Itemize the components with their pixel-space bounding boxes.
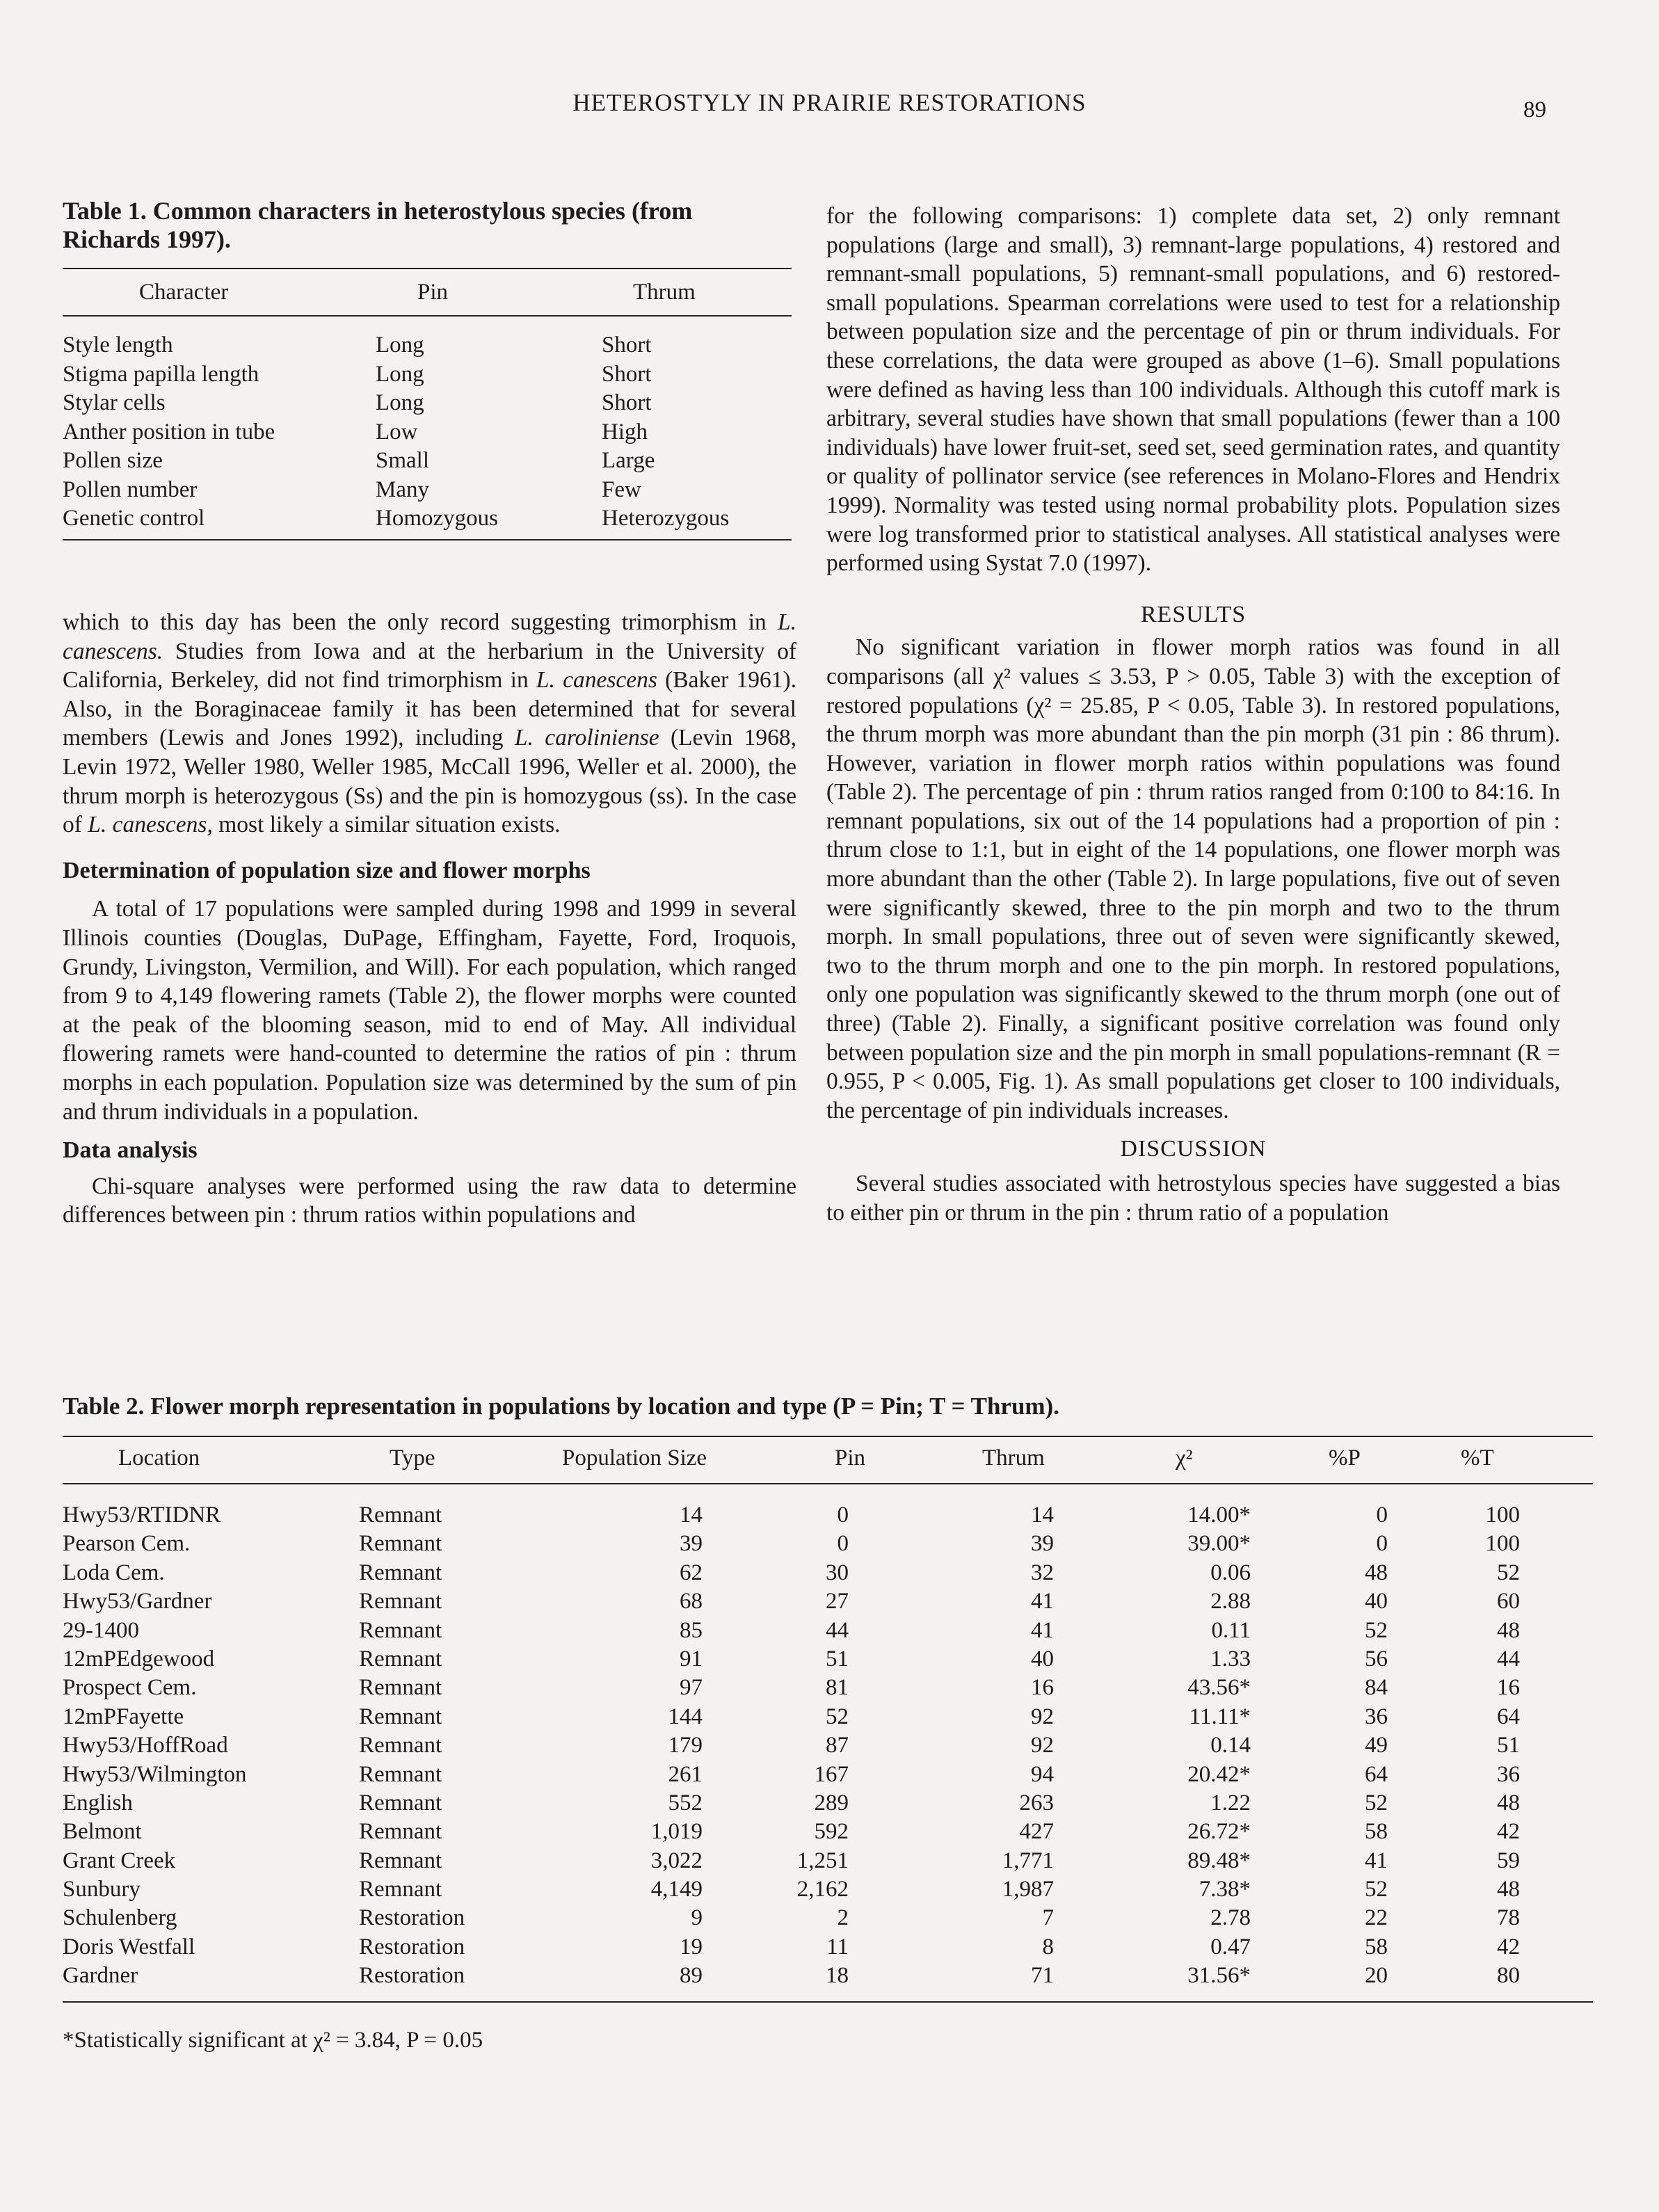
table2-cell-chi-square: 0.14 xyxy=(1210,1733,1251,1758)
table2-header-location: Location xyxy=(118,1445,200,1470)
table2-cell-chi-square: 1.33 xyxy=(1210,1646,1251,1672)
table2-header-percent-thrum: %T xyxy=(1461,1445,1494,1470)
table2-cell-type: Restoration xyxy=(359,1963,465,1989)
table2-cell-population-size: 39 xyxy=(680,1531,703,1557)
table2-cell-thrum: 7 xyxy=(1042,1905,1054,1931)
table2-cell-percent-thrum: 100 xyxy=(1485,1502,1520,1528)
table2-cell-location: English xyxy=(63,1790,133,1816)
table-row xyxy=(63,1617,1593,1645)
page-number: 89 xyxy=(1523,97,1546,122)
table2-cell-location: Gardner xyxy=(63,1963,138,1989)
table2-cell-population-size: 179 xyxy=(668,1733,703,1758)
table2-cell-type: Remnant xyxy=(359,1560,442,1585)
table1-body xyxy=(63,331,793,534)
section-heading-data-analysis: Data analysis xyxy=(63,1137,198,1164)
table1-top-rule xyxy=(63,268,792,269)
table-row xyxy=(63,1731,1593,1760)
section-heading-population: Determination of population size and flower morphs xyxy=(63,857,591,883)
table2-cell-location: Pearson Cem. xyxy=(63,1531,191,1557)
table-row xyxy=(63,1818,1593,1846)
table-row xyxy=(63,1904,1593,1932)
table2-header-rule xyxy=(63,1483,1593,1484)
table2-cell-percent-thrum: 42 xyxy=(1497,1934,1520,1959)
table-row xyxy=(63,1587,1593,1616)
table2-cell-percent-pin: 40 xyxy=(1365,1589,1388,1614)
table2-cell-location: Hwy53/Gardner xyxy=(63,1589,212,1614)
table2-cell-percent-pin: 36 xyxy=(1365,1704,1388,1729)
table2-cell-location: Loda Cem. xyxy=(63,1560,165,1585)
table2-cell-population-size: 261 xyxy=(668,1761,703,1787)
table2-cell-location: Belmont xyxy=(63,1819,142,1845)
table2-cell-percent-pin: 52 xyxy=(1365,1790,1388,1816)
table2-cell-percent-pin: 56 xyxy=(1365,1646,1388,1672)
running-title: HETEROSTYLY IN PRAIRIE RESTORATIONS xyxy=(572,89,1087,116)
table2-cell-percent-thrum: 64 xyxy=(1497,1704,1520,1729)
table2-cell-thrum: 92 xyxy=(1031,1704,1054,1729)
table2-cell-thrum: 8 xyxy=(1042,1934,1054,1959)
table2-cell-population-size: 97 xyxy=(680,1675,703,1701)
table2-cell-location: 12mPFayette xyxy=(63,1704,184,1729)
table2-cell-population-size: 3,022 xyxy=(650,1848,703,1873)
table2-cell-pin: 11 xyxy=(826,1934,849,1959)
table2-cell-pin: 18 xyxy=(826,1963,849,1989)
table2-cell-thrum: 263 xyxy=(1019,1790,1054,1816)
table2-cell-percent-thrum: 100 xyxy=(1485,1531,1520,1557)
table2-cell-percent-pin: 20 xyxy=(1365,1963,1388,1989)
table2-footnote: *Statistically significant at χ² = 3.84, P = 0.05 xyxy=(63,2028,483,2053)
table-row: Anther position in tube Low High xyxy=(63,419,648,444)
table2-cell-type: Remnant xyxy=(359,1589,442,1614)
left-paragraph-2: A total of 17 populations were sampled during 1998 and 1999 in several Illinois counties (Douglas, DuPage, Effingham, Fayette, Ford, Iroquois, Grundy, Livingston, Vermilion, and Will). For each population, which ranged from 9 to 4,149 flowering ramets (Table 2), the flower morphs were counted at the peak of the blooming season, mid to end of May. All individual flowering ramets were hand-counted to determine the ratios of pin : thrum morphs in each population. Population size was determined by the sum of pin and thrum individuals in a population. xyxy=(63,896,796,1125)
table2-cell-pin: 289 xyxy=(814,1790,849,1816)
table2-cell-percent-thrum: 51 xyxy=(1497,1733,1520,1758)
table2-header-thrum: Thrum xyxy=(982,1445,1045,1470)
table2-header-type: Type xyxy=(390,1445,435,1470)
table2-cell-percent-thrum: 44 xyxy=(1497,1646,1520,1672)
left-paragraph-3: Chi-square analyses were performed using the raw data to determine differences between pin : thrum ratios within populations and xyxy=(63,1173,796,1228)
table2-cell-pin: 87 xyxy=(826,1733,849,1758)
table2-header xyxy=(63,1445,1593,1476)
table2-cell-population-size: 89 xyxy=(680,1963,703,1989)
table2-caption: Table 2. Flower morph representation in populations by location and type (P = Pin; T = Thrum). xyxy=(63,1393,1059,1420)
table2-cell-pin: 167 xyxy=(814,1761,849,1787)
table2-cell-percent-thrum: 59 xyxy=(1497,1848,1520,1873)
table2-cell-percent-thrum: 60 xyxy=(1497,1589,1520,1614)
table1-header-pin: Pin xyxy=(417,280,449,305)
table2-cell-location: Grant Creek xyxy=(63,1848,176,1873)
table2-cell-percent-thrum: 48 xyxy=(1497,1617,1520,1643)
left-paragraph-1: which to this day has been the only record suggesting trimorphism in L. canescens. Studies from Iowa and at the herbarium in the University of California, Berkeley, did not find trimorphism in L. canescens (Baker 1961). Also, in the Boraginaceae family it has been determined that for several members (Lewis and Jones 1992), including L. caroliniense (Levin 1968, Levin 1972, Weller 1980, Weller 1985, McCall 1996, Weller et al. 2000), the thrum morph is heterozygous (Ss) and the pin is homozygous (ss). In the case of L. canescens, most likely a similar situation exists. xyxy=(63,609,797,838)
right-paragraph-1: for the following comparisons: 1) complete data set, 2) only remnant populations (large and small), 3) remnant-large populations, 4) restored and remnant-small populations, 5) remnant-small populations, and 6) restored-small populations. Spearman correlations were used to test for a relationship between population size and the percentage of pin or thrum individuals. For these correlations, the data were grouped as above (1–6). Small populations were defined as having less than 100 individuals. Although this cutoff mark is arbitrary, several studies have shown that small populations (fewer than a 100 individuals) have lower fruit-set, seed set, seed germination rates, and quantity or quality of pollinator service (see references in Molano-Flores and Hendrix 1999). Normality was tested using normal probability plots. Population sizes were log transformed prior to statistical analyses. All statistical analyses were performed using Systat 7.0 (1997). xyxy=(826,203,1560,577)
table2-cell-type: Remnant xyxy=(359,1502,442,1528)
table2-cell-percent-thrum: 16 xyxy=(1497,1675,1520,1701)
table2-cell-pin: 44 xyxy=(826,1617,849,1643)
table2-cell-percent-pin: 0 xyxy=(1376,1502,1388,1528)
table2-cell-chi-square: 26.72* xyxy=(1187,1819,1251,1845)
table2-cell-percent-pin: 49 xyxy=(1365,1733,1388,1758)
table2-cell-type: Remnant xyxy=(359,1761,442,1787)
table2-body xyxy=(63,1501,1593,1991)
table2-cell-population-size: 68 xyxy=(680,1589,703,1614)
table2-cell-thrum: 1,987 xyxy=(1002,1877,1054,1902)
table2-cell-type: Remnant xyxy=(359,1848,442,1873)
table2-header-percent-pin: %P xyxy=(1329,1445,1361,1470)
table2-cell-pin: 52 xyxy=(826,1704,849,1729)
table2-top-rule xyxy=(63,1436,1593,1437)
table2-cell-type: Remnant xyxy=(359,1617,442,1643)
table2-cell-location: 12mPEdgewood xyxy=(63,1646,215,1672)
table2-cell-chi-square: 39.00* xyxy=(1187,1531,1251,1557)
table2-cell-location: Prospect Cem. xyxy=(63,1675,197,1701)
table-row: Stylar cells Long Short xyxy=(63,390,652,415)
table2-header-pin: Pin xyxy=(835,1445,866,1470)
table-row xyxy=(63,1645,1593,1674)
table2-cell-thrum: 41 xyxy=(1031,1617,1054,1643)
table2-cell-population-size: 91 xyxy=(680,1646,703,1672)
table2-cell-pin: 51 xyxy=(826,1646,849,1672)
table2-cell-percent-thrum: 36 xyxy=(1497,1761,1520,1787)
table2-cell-chi-square: 7.38* xyxy=(1199,1877,1251,1902)
table2-cell-population-size: 9 xyxy=(691,1905,703,1931)
table-row: Pollen number Many Few xyxy=(63,476,641,502)
table2-cell-type: Remnant xyxy=(359,1819,442,1845)
table2-cell-chi-square: 0.06 xyxy=(1210,1560,1251,1585)
table2-cell-pin: 30 xyxy=(826,1560,849,1585)
table2-cell-thrum: 40 xyxy=(1031,1646,1054,1672)
table2-cell-location: Doris Westfall xyxy=(63,1934,195,1959)
table2-cell-chi-square: 14.00* xyxy=(1187,1502,1251,1528)
table-row xyxy=(63,1559,1593,1587)
table1-bottom-rule xyxy=(63,539,792,540)
table-row xyxy=(63,1875,1593,1904)
table-row xyxy=(63,1501,1593,1530)
table2-cell-thrum: 71 xyxy=(1031,1963,1054,1989)
table2-cell-percent-thrum: 42 xyxy=(1497,1819,1520,1845)
table-row xyxy=(63,1703,1593,1731)
table2-cell-location: Schulenberg xyxy=(63,1905,177,1931)
discussion-heading: DISCUSSION xyxy=(1120,1136,1267,1162)
table2-cell-population-size: 1,019 xyxy=(650,1819,703,1845)
table2-cell-thrum: 92 xyxy=(1031,1733,1054,1758)
table2-cell-percent-pin: 64 xyxy=(1365,1761,1388,1787)
table2-cell-pin: 81 xyxy=(826,1675,849,1701)
table2-header-size: Population Size xyxy=(562,1445,707,1470)
table2-cell-type: Remnant xyxy=(359,1675,442,1701)
right-column xyxy=(826,202,1560,1227)
table2-cell-thrum: 427 xyxy=(1019,1819,1054,1845)
table2-cell-chi-square: 1.22 xyxy=(1210,1790,1251,1816)
table2-cell-percent-pin: 41 xyxy=(1365,1848,1388,1873)
table2-cell-population-size: 552 xyxy=(668,1790,703,1816)
table2-cell-location: Hwy53/Wilmington xyxy=(63,1761,247,1787)
table2-cell-population-size: 144 xyxy=(668,1704,703,1729)
table2-cell-thrum: 94 xyxy=(1031,1761,1054,1787)
table2-cell-location: 29-1400 xyxy=(63,1617,139,1643)
table2-cell-pin: 592 xyxy=(814,1819,849,1845)
table2-cell-type: Remnant xyxy=(359,1877,442,1902)
table2-cell-percent-pin: 0 xyxy=(1376,1531,1388,1557)
table2-cell-percent-pin: 84 xyxy=(1365,1675,1388,1701)
table-row xyxy=(63,1530,1593,1558)
table2-cell-thrum: 41 xyxy=(1031,1589,1054,1614)
left-column xyxy=(63,608,796,1230)
table-row xyxy=(63,1847,1593,1875)
table2-cell-population-size: 85 xyxy=(680,1617,703,1643)
table2-cell-chi-square: 2.88 xyxy=(1210,1589,1251,1614)
table2-cell-chi-square: 0.47 xyxy=(1210,1934,1251,1959)
table2-cell-percent-pin: 52 xyxy=(1365,1617,1388,1643)
right-paragraph-3: Several studies associated with hetrostylous species have suggested a bias to either pin or thrum in the pin : thrum ratio of a population xyxy=(826,1171,1560,1226)
table2-cell-pin: 27 xyxy=(826,1589,849,1614)
table-row xyxy=(63,1933,1593,1962)
table2-cell-thrum: 14 xyxy=(1031,1502,1054,1528)
table2-cell-chi-square: 20.42* xyxy=(1187,1761,1251,1787)
table2-cell-chi-square: 0.11 xyxy=(1211,1617,1251,1643)
table2-cell-location: Hwy53/RTIDNR xyxy=(63,1502,221,1528)
table2-cell-chi-square: 89.48* xyxy=(1187,1848,1251,1873)
table-row xyxy=(63,1674,1593,1702)
table2-cell-type: Restoration xyxy=(359,1934,465,1959)
table2-cell-pin: 0 xyxy=(837,1531,849,1557)
table2-cell-population-size: 4,149 xyxy=(650,1877,703,1902)
table1-header-thrum: Thrum xyxy=(633,280,696,305)
table2-cell-pin: 2 xyxy=(837,1905,849,1931)
table2-cell-percent-pin: 48 xyxy=(1365,1560,1388,1585)
table2-cell-location: Hwy53/HoffRoad xyxy=(63,1733,228,1758)
results-heading: RESULTS xyxy=(1140,601,1247,627)
table-row: Stigma papilla length Long Short xyxy=(63,361,652,387)
table2-cell-thrum: 1,771 xyxy=(1002,1848,1054,1873)
right-paragraph-2: No significant variation in flower morph ratios was found in all comparisons (all χ² values ≤ 3.53, P > 0.05, Table 3) with the exception of restored populations (χ² = 25.85, P < 0.05, Table 3). In restored populations, the thrum morph was more abundant than the pin morph (31 pin : 86 thrum). However, variation in flower morph ratios within populations was found (Table 2). The percentage of pin : thrum ratios ranged from 0:100 to 84:16. In remnant populations, six out of the 14 populations had a proportion of pin : thrum close to 1:1, but in eight of the 14 populations, one flower morph was more abundant than the other (Table 2). In large populations, five out of seven were significantly skewed, three to the pin morph and two to the thrum morph. In small populations, three out of seven were significantly skewed, two to the thrum morph and one to the pin morph. In restored populations, only one population was significantly skewed to the thrum morph (one out of three) (Table 2). Finally, a significant positive correlation was found only between population size and the pin morph in small populations-remnant (R = 0.955, P < 0.005, Fig. 1). As small populations get closer to 100 individuals, the percentage of pin individuals increases. xyxy=(826,634,1560,1123)
table2-cell-percent-pin: 58 xyxy=(1365,1934,1388,1959)
table2-cell-type: Restoration xyxy=(359,1905,465,1931)
table2-cell-chi-square: 11.11* xyxy=(1189,1704,1251,1729)
table-row xyxy=(63,1761,1593,1789)
table2-cell-thrum: 32 xyxy=(1031,1560,1054,1585)
table2-cell-percent-pin: 58 xyxy=(1365,1819,1388,1845)
table2-header-chi: χ² xyxy=(1176,1445,1193,1470)
table2-cell-location: Sunbury xyxy=(63,1877,141,1902)
table2-cell-population-size: 14 xyxy=(680,1502,703,1528)
table2-cell-percent-pin: 52 xyxy=(1365,1877,1388,1902)
table2-cell-population-size: 19 xyxy=(680,1934,703,1959)
table2-cell-chi-square: 31.56* xyxy=(1187,1963,1251,1989)
table2-cell-pin: 0 xyxy=(837,1502,849,1528)
table-row xyxy=(63,1962,1593,1990)
table-row: Genetic control Homozygous Heterozygous xyxy=(63,506,730,531)
table2-cell-type: Remnant xyxy=(359,1704,442,1729)
table2-cell-type: Remnant xyxy=(359,1733,442,1758)
table2-bottom-rule xyxy=(63,2001,1593,2003)
table2-cell-pin: 2,162 xyxy=(796,1877,849,1902)
table2-cell-type: Remnant xyxy=(359,1646,442,1672)
table1-caption: Table 1. Common characters in heterostylous species (from Richards 1997). xyxy=(63,197,693,253)
table-row: Style length Long Short xyxy=(63,332,652,358)
table2-cell-type: Remnant xyxy=(359,1531,442,1557)
table1-header-rule xyxy=(63,315,792,316)
table2-cell-chi-square: 43.56* xyxy=(1187,1675,1251,1701)
table2-cell-chi-square: 2.78 xyxy=(1210,1905,1251,1931)
table2-cell-percent-thrum: 52 xyxy=(1497,1560,1520,1585)
table2-cell-percent-thrum: 78 xyxy=(1497,1905,1520,1931)
table2-cell-percent-pin: 22 xyxy=(1365,1905,1388,1931)
table2-cell-percent-thrum: 80 xyxy=(1497,1963,1520,1989)
table2-cell-type: Remnant xyxy=(359,1790,442,1816)
table1-header-character: Character xyxy=(139,280,229,305)
table2-cell-percent-thrum: 48 xyxy=(1497,1790,1520,1816)
table2-cell-pin: 1,251 xyxy=(796,1848,849,1873)
table2-cell-percent-thrum: 48 xyxy=(1497,1877,1520,1902)
table-row xyxy=(63,1789,1593,1818)
table-row: Pollen size Small Large xyxy=(63,448,655,473)
table2-cell-thrum: 16 xyxy=(1031,1675,1054,1701)
table2-cell-population-size: 62 xyxy=(680,1560,703,1585)
table2-cell-thrum: 39 xyxy=(1031,1531,1054,1557)
